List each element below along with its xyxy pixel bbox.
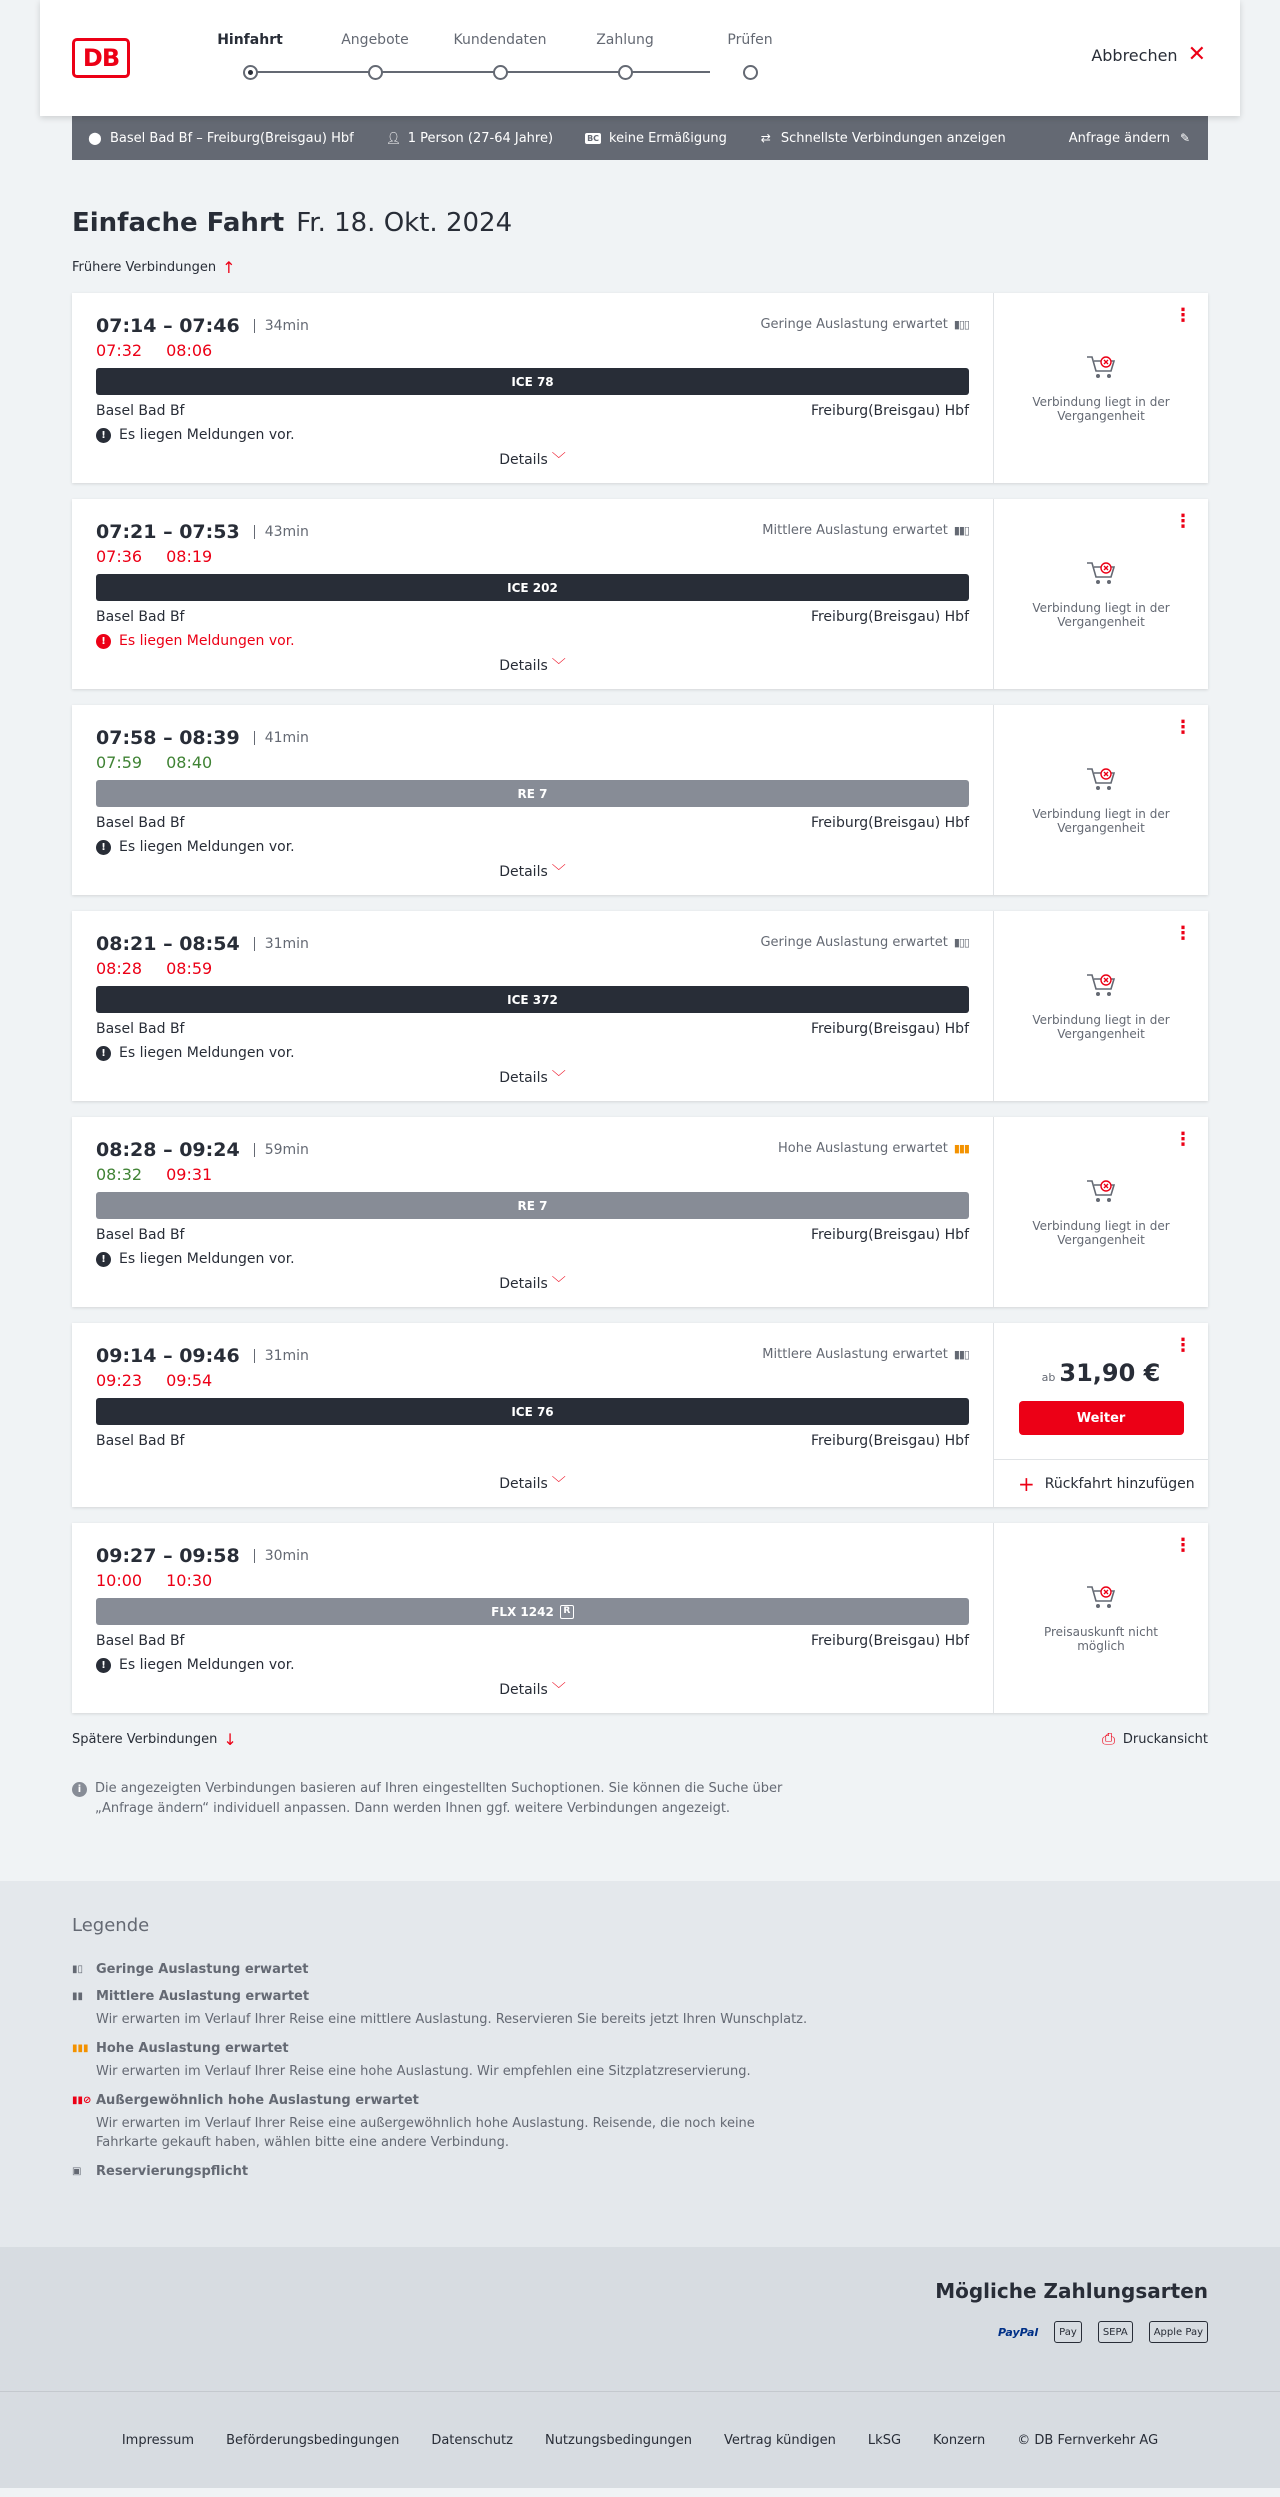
occupancy-info [778, 1141, 969, 1156]
reservation-required-icon: R [560, 1605, 574, 1619]
cart-unavailable-icon [1085, 1583, 1117, 1611]
continue-button[interactable]: Weiter [1019, 1401, 1184, 1435]
legend-title: Legende [72, 1915, 150, 1936]
exclamation-icon: ! [96, 634, 111, 649]
planned-times: 08:21 – 08:54 [96, 933, 240, 955]
occupancy-text: Hohe Auslastung erwartet [778, 1141, 948, 1156]
realtime-departure: 08:32 [96, 1165, 143, 1184]
page-title [72, 208, 1208, 238]
db-logo[interactable]: DB [72, 38, 130, 78]
legend-item-title: Hohe Auslastung erwartet [96, 2041, 289, 2056]
booking-stepper [210, 32, 773, 92]
train-name: RE 7 [517, 786, 548, 801]
details-toggle[interactable] [72, 861, 993, 881]
realtime-departure: 09:23 [96, 1371, 143, 1390]
connection-info [72, 1523, 994, 1713]
occupancy-info [760, 935, 969, 950]
list-actions [72, 1729, 1208, 1749]
past-connection-notice [994, 353, 1208, 423]
occupancy-exceptional-icon: ▮▮⊘ [72, 2095, 92, 2106]
occupancy-info [760, 317, 969, 332]
details-toggle[interactable] [72, 1067, 993, 1087]
destination-station: Freiburg(Breisgau) Hbf [810, 609, 969, 625]
step-label: Prüfen [727, 32, 773, 48]
occupancy-high-icon: ▮▮▮ [72, 2043, 89, 2054]
past-text: Verbindung liegt in der Vergangenheit [1032, 1013, 1170, 1041]
connection-card[interactable] [72, 1117, 1208, 1307]
step-dot [743, 65, 758, 80]
offer-panel [994, 911, 1208, 1101]
fastest-summary [759, 131, 1006, 146]
past-connection-notice [994, 1177, 1208, 1247]
step-dot [618, 65, 633, 80]
realtime-times [96, 1165, 969, 1184]
realtime-departure: 07:32 [96, 341, 143, 360]
train-bar[interactable] [96, 574, 969, 601]
exclamation-icon: ! [96, 1658, 111, 1673]
planned-times: 09:14 – 09:46 [96, 1345, 240, 1367]
planned-times: 07:58 – 08:39 [96, 727, 240, 749]
realtime-times [96, 959, 969, 978]
trip-date: Fr. 18. Okt. 2024 [296, 208, 513, 238]
details-label: Details [499, 1476, 548, 1492]
step-zahlung[interactable] [570, 32, 680, 54]
price-prefix: ab [1041, 1371, 1056, 1384]
connection-info [72, 705, 994, 895]
legend-item-title: Reservierungspflicht [96, 2164, 249, 2179]
connection-card[interactable] [72, 705, 1208, 895]
person-icon: 👤︎ [385, 131, 401, 145]
details-toggle[interactable] [72, 655, 993, 675]
stations [96, 815, 969, 831]
train-bar[interactable] [96, 986, 969, 1013]
footer-link-nutzung[interactable]: Nutzungsbedingungen [544, 2432, 692, 2448]
notice-text: Es liegen Meldungen vor. [119, 1045, 295, 1061]
stations [96, 609, 969, 625]
planned-times: 07:14 – 07:46 [96, 315, 240, 337]
origin-station: Basel Bad Bf [96, 1227, 185, 1243]
chevron-down-icon: ﹀ [551, 1070, 566, 1086]
occupancy-medium-icon: ▮▮ [72, 1991, 84, 2002]
realtime-arrival: 10:30 [166, 1571, 213, 1590]
cart-unavailable-icon [1085, 1177, 1117, 1205]
exclamation-icon: ! [96, 1046, 111, 1061]
offer-panel [994, 1523, 1208, 1713]
footer-link-datenschutz[interactable]: Datenschutz [431, 2432, 513, 2448]
notice-text: Es liegen Meldungen vor. [119, 1251, 295, 1267]
change-request-button[interactable] [1069, 131, 1192, 146]
info-text: Die angezeigten Verbindungen basieren auf Ihren eingestellten Suchoptionen. Sie können die Suche über „Anfrage ändern“ individuell anpassen. Dann werden Ihnen ggf. weitere Verbindungen angezeigt. [95, 1781, 783, 1816]
cancel-button[interactable] [1091, 44, 1206, 66]
past-text: Verbindung liegt in der Vergangenheit [1032, 601, 1170, 629]
notice [96, 633, 969, 649]
occupancy-text: Geringe Auslastung erwartet [760, 317, 948, 332]
more-options-icon[interactable]: ⋮ [1174, 305, 1192, 326]
realtime-times [96, 341, 969, 360]
printer-icon: ⎙ [1102, 1729, 1115, 1748]
offer-panel [994, 705, 1208, 895]
connection-card[interactable] [72, 499, 1208, 689]
stations [96, 1633, 969, 1649]
footer-copyright: © DB Fernverkehr AG [1017, 2432, 1159, 2448]
exclamation-icon: ! [96, 1252, 111, 1267]
footer-link-konzern[interactable]: Konzern [933, 2432, 986, 2448]
details-label: Details [499, 658, 548, 674]
arrow-up-icon: ↑ [222, 258, 236, 277]
realtime-times [96, 1371, 969, 1390]
step-dot [493, 65, 508, 80]
search-summary-bar [72, 116, 1208, 160]
cart-unavailable-icon [1085, 559, 1117, 587]
pencil-icon: ✎ [1179, 131, 1191, 145]
earlier-label: Frühere Verbindungen [72, 260, 217, 275]
destination-station: Freiburg(Breisgau) Hbf [810, 1433, 969, 1449]
details-label: Details [499, 864, 548, 880]
legend-item [72, 1962, 1208, 1977]
notice [96, 427, 969, 443]
legend-item [72, 1989, 1208, 2029]
realtime-departure: 07:59 [96, 753, 143, 772]
stations [96, 1021, 969, 1037]
train-name: RE 7 [517, 1198, 548, 1213]
offer-panel [994, 1323, 1208, 1507]
train-bar[interactable] [96, 780, 969, 807]
details-toggle[interactable] [72, 1273, 993, 1293]
realtime-departure: 08:28 [96, 959, 143, 978]
train-bar[interactable] [96, 368, 969, 395]
destination-station: Freiburg(Breisgau) Hbf [810, 403, 969, 419]
chevron-down-icon: ﹀ [551, 658, 566, 674]
chevron-down-icon: ﹀ [551, 864, 566, 880]
offer-panel [994, 1117, 1208, 1307]
price-box [994, 1359, 1208, 1435]
occupancy-info [762, 523, 969, 538]
cancel-label: Abbrechen [1091, 45, 1178, 65]
connection-info [72, 293, 994, 483]
add-return-button[interactable] [994, 1459, 1208, 1507]
apple-pay-icon: Apple Pay [1149, 2321, 1208, 2343]
later-connections-link[interactable] [72, 1729, 237, 1749]
print-view-link[interactable] [1102, 1729, 1208, 1749]
trip-type: Einfache Fahrt [72, 208, 285, 238]
legend-section [0, 1881, 1280, 2247]
more-options-icon[interactable]: ⋮ [1174, 1129, 1192, 1150]
past-connection-notice [994, 971, 1208, 1041]
reservation-required-icon: ▣ [72, 2166, 82, 2177]
realtime-arrival: 08:59 [166, 959, 213, 978]
footer [0, 2391, 1280, 2488]
discount-text: keine Ermäßigung [609, 130, 727, 146]
notice [96, 839, 969, 855]
realtime-times [96, 1571, 969, 1590]
notice [96, 1045, 969, 1061]
arrow-down-icon: ↓ [223, 1729, 237, 1749]
step-pruefen[interactable] [695, 32, 805, 54]
destination-station: Freiburg(Breisgau) Hbf [810, 1227, 969, 1243]
legend-item [72, 2093, 1208, 2152]
occupancy-low-icon: ▮▯ [72, 1964, 84, 1975]
sepa-icon: SEPA [1098, 2321, 1133, 2343]
footer-link-lksg[interactable]: LkSG [867, 2432, 902, 2448]
exclamation-icon: ! [96, 428, 111, 443]
offer-panel [994, 499, 1208, 689]
more-options-icon[interactable]: ⋮ [1174, 511, 1192, 532]
occupancy-medium-icon: ▮▮▯ [953, 524, 969, 537]
past-text: Verbindung liegt in der Vergangenheit [1032, 1219, 1170, 1247]
planned-times: 07:21 – 07:53 [96, 521, 240, 543]
notice-text: Es liegen Meldungen vor. [119, 427, 295, 443]
contactless-pay-icon: Pay [1054, 2321, 1082, 2343]
info-icon: i [72, 1782, 87, 1797]
planned-times: 08:28 – 09:24 [96, 1139, 240, 1161]
stations [96, 403, 969, 419]
schedule-times [96, 727, 969, 749]
legend-item-desc: Wir erwarten im Verlauf Ihrer Reise eine mittlere Auslastung. Reservieren Sie bereits jetzt Ihren Wunschplatz. [96, 2012, 808, 2027]
print-label: Druckansicht [1122, 1731, 1208, 1747]
main-content [72, 208, 1208, 1819]
notice-text: Es liegen Meldungen vor. [119, 839, 295, 855]
realtime-departure: 07:36 [96, 547, 143, 566]
discount-summary [585, 131, 727, 146]
no-price-notice [994, 1583, 1208, 1653]
legend-item-desc: Wir erwarten im Verlauf Ihrer Reise eine außergewöhnlich hohe Auslastung. Reisende, die noch keine Fahrkarte gekauft haben, wählen bitte eine andere Verbindung. [96, 2116, 755, 2150]
location-pin-icon: ⬤ [88, 131, 102, 145]
chevron-down-icon: ﹀ [551, 452, 566, 468]
origin-station: Basel Bad Bf [96, 609, 185, 625]
step-kundendaten[interactable] [445, 32, 555, 54]
past-text: Verbindung liegt in der Vergangenheit [1032, 807, 1170, 835]
duration: 41min [254, 731, 309, 745]
notice [96, 1657, 969, 1673]
details-toggle[interactable] [72, 1679, 993, 1699]
details-toggle[interactable] [72, 1473, 993, 1493]
duration: 30min [254, 1549, 309, 1563]
step-hinfahrt[interactable] [195, 32, 305, 54]
details-label: Details [499, 1070, 548, 1086]
destination-station: Freiburg(Breisgau) Hbf [810, 1633, 969, 1649]
legend-item [72, 2041, 1208, 2081]
duration: 34min [254, 319, 309, 333]
origin-station: Basel Bad Bf [96, 1021, 185, 1037]
no-price-text: Preisauskunft nicht möglich [1043, 1625, 1159, 1653]
destination-station: Freiburg(Breisgau) Hbf [810, 1021, 969, 1037]
more-options-icon[interactable]: ⋮ [1174, 923, 1192, 944]
notice-text: Es liegen Meldungen vor. [119, 633, 295, 649]
origin-station: Basel Bad Bf [96, 1633, 185, 1649]
payment-methods-section [0, 2247, 1280, 2391]
planned-times: 09:27 – 09:58 [96, 1545, 240, 1567]
occupancy-low-icon: ▮▯▯ [953, 936, 969, 949]
origin-station: Basel Bad Bf [96, 403, 185, 419]
more-options-icon[interactable]: ⋮ [1174, 1535, 1192, 1556]
legend-item-title: Außergewöhnlich hohe Auslastung erwartet [96, 2093, 419, 2108]
details-label: Details [499, 1276, 548, 1292]
chevron-down-icon: ﹀ [551, 1476, 566, 1492]
footer-link-kuendigen[interactable]: Vertrag kündigen [723, 2432, 836, 2448]
train-name: ICE 76 [511, 1404, 554, 1419]
occupancy-text: Geringe Auslastung erwartet [760, 935, 948, 950]
realtime-arrival: 08:40 [166, 753, 213, 772]
past-text: Verbindung liegt in der Vergangenheit [1032, 395, 1170, 423]
step-label: Angebote [341, 32, 409, 48]
occupancy-medium-icon: ▮▮▯ [953, 1348, 969, 1361]
payment-title: Mögliche Zahlungsarten [935, 2279, 1208, 2303]
origin-station: Basel Bad Bf [96, 1433, 185, 1449]
connection-info [72, 911, 994, 1101]
realtime-departure: 10:00 [96, 1571, 143, 1590]
footer-link-befoerderung[interactable]: Beförderungsbedingungen [226, 2432, 400, 2448]
payment-icons [72, 2321, 1208, 2343]
legend-item-title: Mittlere Auslastung erwartet [96, 1989, 310, 2004]
connection-info [72, 1323, 994, 1507]
occupancy-info [762, 1347, 969, 1362]
top-header [40, 0, 1240, 116]
duration: 59min [254, 1143, 309, 1157]
occupancy-low-icon: ▮▯▯ [953, 318, 969, 331]
realtime-arrival: 09:54 [166, 1371, 213, 1390]
step-label: Zahlung [596, 32, 654, 48]
change-request-label: Anfrage ändern [1068, 130, 1170, 146]
step-angebote[interactable] [320, 32, 430, 54]
details-toggle[interactable] [72, 449, 993, 469]
chevron-down-icon: ﹀ [551, 1682, 566, 1698]
occupancy-text: Mittlere Auslastung erwartet [762, 523, 948, 538]
stepper-line [250, 71, 710, 73]
train-name: FLX 1242 [491, 1604, 554, 1619]
duration: 31min [254, 937, 309, 951]
step-label: Kundendaten [453, 32, 547, 48]
stations [96, 1227, 969, 1243]
connection-info [72, 499, 994, 689]
realtime-times [96, 547, 969, 566]
past-connection-notice [994, 765, 1208, 835]
plus-icon: + [1018, 1471, 1035, 1496]
occupancy-text: Mittlere Auslastung erwartet [762, 1347, 948, 1362]
train-bar[interactable] [96, 1192, 969, 1219]
close-icon: ✕ [1187, 42, 1206, 67]
train-name: ICE 372 [507, 992, 558, 1007]
schedule-times [96, 1545, 969, 1567]
earlier-connections-link[interactable] [72, 258, 1208, 277]
chevron-down-icon: ﹀ [551, 1276, 566, 1292]
details-label: Details [499, 452, 548, 468]
persons-text: 1 Person (27-64 Jahre) [407, 130, 554, 146]
destination-station: Freiburg(Breisgau) Hbf [810, 815, 969, 831]
details-label: Details [499, 1682, 548, 1698]
persons-summary [386, 131, 553, 146]
connection-card[interactable] [72, 1523, 1208, 1713]
realtime-arrival: 08:19 [166, 547, 213, 566]
connection-card[interactable] [72, 293, 1208, 483]
legend-item [72, 2164, 1208, 2179]
step-label: Hinfahrt [217, 32, 283, 48]
train-bar[interactable] [96, 1598, 969, 1625]
paypal-icon: PayPal [998, 2325, 1039, 2339]
train-name: ICE 78 [511, 374, 554, 389]
step-dot [243, 65, 258, 80]
footer-link-impressum[interactable]: Impressum [121, 2432, 195, 2448]
notice [96, 1251, 969, 1267]
realtime-arrival: 09:31 [166, 1165, 213, 1184]
legend-item-title: Geringe Auslastung erwartet [96, 1962, 309, 1977]
later-label: Spätere Verbindungen [72, 1731, 218, 1747]
connection-card[interactable] [72, 911, 1208, 1101]
fastest-text: Schnellste Verbindungen anzeigen [780, 130, 1006, 146]
past-connection-notice [994, 559, 1208, 629]
train-bar[interactable] [96, 1398, 969, 1425]
route-text: Basel Bad Bf – Freiburg(Breisgau) Hbf [110, 130, 354, 146]
cart-unavailable-icon [1085, 353, 1117, 381]
cart-unavailable-icon [1085, 765, 1117, 793]
swap-arrows-icon: ⇄ [760, 131, 771, 145]
add-return-label: Rückfahrt hinzufügen [1044, 1475, 1195, 1492]
realtime-times [96, 753, 969, 772]
duration: 31min [254, 1349, 309, 1363]
price: 31,90 € [1059, 1359, 1161, 1387]
more-options-icon[interactable]: ⋮ [1174, 1335, 1192, 1356]
step-dot [368, 65, 383, 80]
more-options-icon[interactable]: ⋮ [1174, 717, 1192, 738]
occupancy-high-icon: ▮▮▮ [953, 1142, 969, 1155]
train-name: ICE 202 [507, 580, 558, 595]
bahncard-icon: BC [587, 133, 600, 143]
origin-station: Basel Bad Bf [96, 815, 185, 831]
duration: 43min [254, 525, 309, 539]
stations [96, 1433, 969, 1449]
search-info-note [72, 1779, 832, 1819]
connection-info [72, 1117, 994, 1307]
connection-card[interactable] [72, 1323, 1208, 1507]
notice-text: Es liegen Meldungen vor. [119, 1657, 295, 1673]
legend-item-desc: Wir erwarten im Verlauf Ihrer Reise eine hohe Auslastung. Wir empfehlen eine Sitzplatzreservierung. [96, 2064, 751, 2079]
realtime-arrival: 08:06 [166, 341, 213, 360]
exclamation-icon: ! [96, 840, 111, 855]
offer-panel [994, 293, 1208, 483]
route-summary [88, 131, 354, 146]
cart-unavailable-icon [1085, 971, 1117, 999]
